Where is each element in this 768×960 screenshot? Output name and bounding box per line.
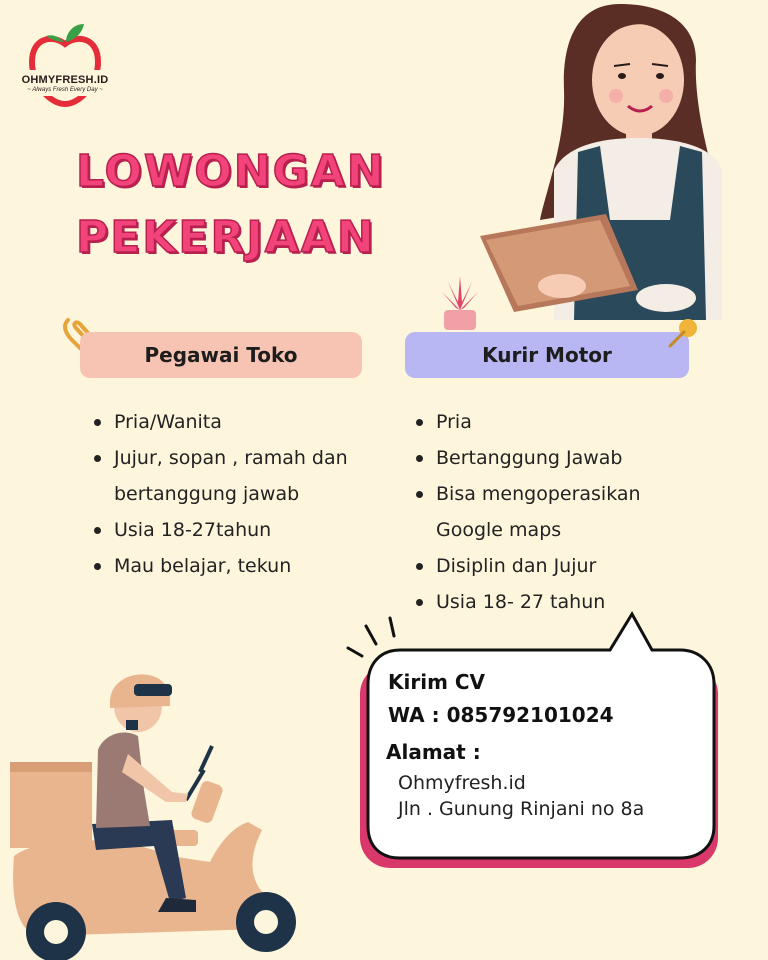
headline-line-2: PEKERJAAN (76, 212, 376, 263)
woman-illustration (470, 0, 768, 330)
list-item: Bisa mengoperasikan Google maps (414, 476, 684, 548)
contact-wa-number: WA : 085792101024 (388, 703, 614, 727)
courier-scooter-illustration (0, 650, 320, 960)
address-line-2: Jln . Gunung Rinjani no 8a (398, 798, 645, 820)
brand-name: OHMYFRESH.ID (21, 74, 109, 86)
contact-kirim-cv: Kirim CV (388, 670, 486, 694)
position-title-kurir-motor: Kurir Motor (405, 332, 689, 378)
list-item: Disiplin dan Jujur (414, 548, 684, 584)
headline-line-1: LOWONGAN (76, 146, 386, 197)
address-label: Alamat : (386, 740, 481, 764)
address-line-1: Ohmyfresh.id (398, 772, 526, 794)
apple-logo-icon (14, 18, 116, 118)
list-item: Usia 18-27tahun (92, 512, 372, 548)
list-item: Pria/Wanita (92, 404, 372, 440)
brand-logo (14, 18, 116, 118)
list-item: Jujur, sopan , ramah dan bertanggung jawab (92, 440, 372, 512)
list-item: Pria (414, 404, 684, 440)
speech-bubble (340, 600, 730, 875)
position-title-pegawai-toko: Pegawai Toko (80, 332, 362, 378)
requirements-list-pegawai-toko (92, 404, 372, 584)
plant-icon (438, 272, 482, 330)
requirements-list-kurir-motor (414, 404, 684, 620)
list-item: Usia 18- 27 tahun (414, 584, 684, 620)
list-item: Mau belajar, tekun (92, 548, 372, 584)
brand-tagline: ~ Always Fresh Every Day ~ (27, 87, 103, 93)
pushpin-icon (666, 314, 702, 350)
list-item: Bertanggung Jawab (414, 440, 684, 476)
